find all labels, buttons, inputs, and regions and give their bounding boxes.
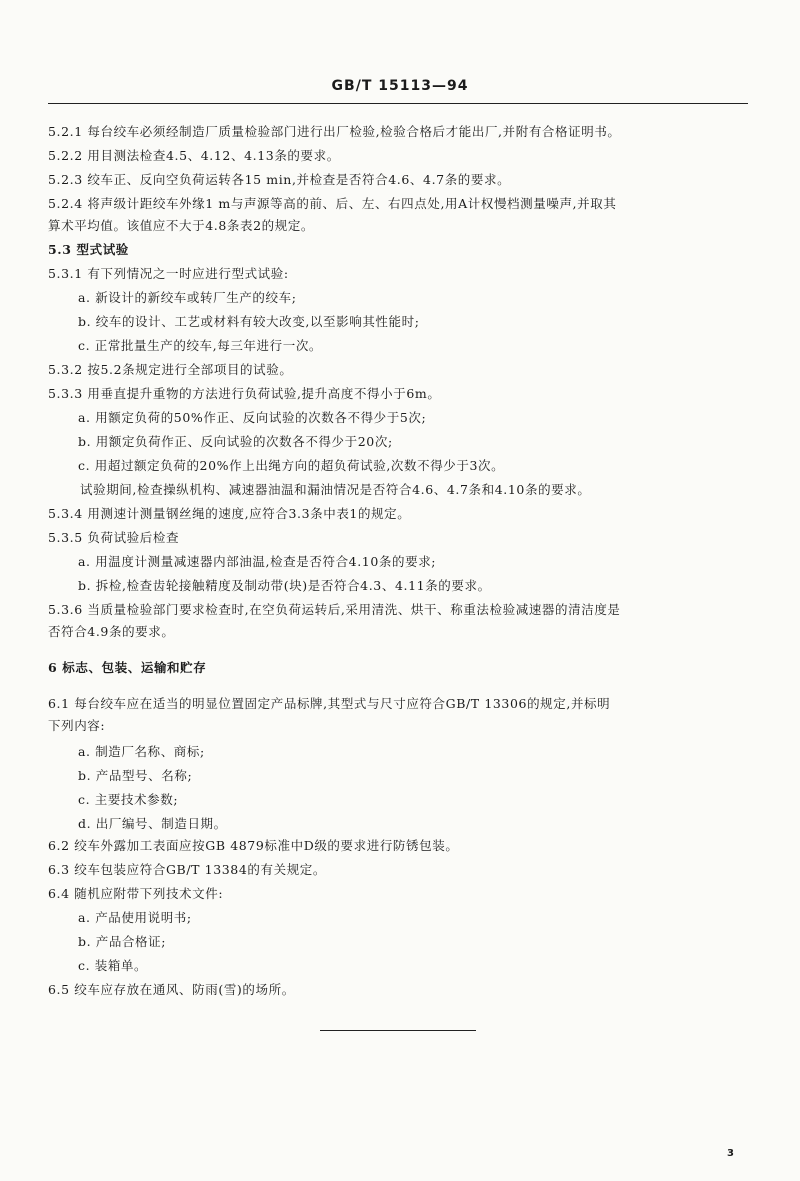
document-header: GB/T 15113—94 — [331, 78, 469, 94]
clause-5-2-4-cont: 算术平均值。该值应不大于4.8条表2的规定。 — [48, 218, 315, 233]
list-item: d. 出厂编号、制造日期。 — [78, 816, 227, 831]
clause-5-2-3: 5.2.3 绞车正、反向空负荷运转各15 min,并检查是否符合4.6、4.7条的要求。 — [48, 172, 511, 187]
clause-5-3-2: 5.3.2 按5.2条规定进行全部项目的试验。 — [48, 362, 293, 377]
clause-6-3: 6.3 绞车包装应符合GB/T 13384的有关规定。 — [48, 862, 327, 877]
clause-5-3-6: 5.3.6 当质量检验部门要求检查时,在空负荷运转后,采用清洗、烘干、称重法检验减速器的清洁度是 — [48, 602, 621, 617]
section-5-3-heading: 5.3 型式试验 — [48, 242, 129, 257]
list-item: a. 产品使用说明书; — [78, 910, 192, 925]
end-rule — [320, 1030, 476, 1031]
clause-5-3-3: 5.3.3 用垂直提升重物的方法进行负荷试验,提升高度不得小于6m。 — [48, 386, 441, 401]
clause-6-1-cont: 下列内容: — [48, 718, 106, 733]
clause-5-2-4: 5.2.4 将声级计距绞车外缘1 m与声源等高的前、后、左、右四点处,用A计权慢档测量噪声,并取其 — [48, 196, 617, 211]
header-rule — [48, 103, 748, 104]
clause-5-3-4: 5.3.4 用测速计测量钢丝绳的速度,应符合3.3条中表1的规定。 — [48, 506, 411, 521]
list-item: a. 新设计的新绞车或转厂生产的绞车; — [78, 290, 297, 305]
list-item: c. 装箱单。 — [78, 958, 148, 973]
clause-5-2-1: 5.2.1 每台绞车必须经制造厂质量检验部门进行出厂检验,检验合格后才能出厂,并附有合格证明书。 — [48, 124, 621, 139]
clause-5-3-5: 5.3.5 负荷试验后检查 — [48, 530, 180, 545]
clause-5-3-6-cont: 否符合4.9条的要求。 — [48, 624, 175, 639]
page-number: 3 — [727, 1148, 734, 1159]
clause-5-2-2: 5.2.2 用目测法检查4.5、4.12、4.13条的要求。 — [48, 148, 340, 163]
list-item: c. 正常批量生产的绞车,每三年进行一次。 — [78, 338, 323, 353]
list-item: c. 主要技术参数; — [78, 792, 179, 807]
list-item: b. 拆检,检查齿轮接触精度及制动带(块)是否符合4.3、4.11条的要求。 — [78, 578, 491, 593]
list-item: b. 绞车的设计、工艺或材料有较大改变,以至影响其性能时; — [78, 314, 420, 329]
list-item: a. 用额定负荷的50%作正、反向试验的次数各不得少于5次; — [78, 410, 427, 425]
list-item: b. 产品合格证; — [78, 934, 167, 949]
clause-5-3-1: 5.3.1 有下列情况之一时应进行型式试验: — [48, 266, 289, 281]
clause-6-1: 6.1 每台绞车应在适当的明显位置固定产品标牌,其型式与尺寸应符合GB/T 13306的规定,并标明 — [48, 696, 611, 711]
clause-6-4: 6.4 随机应附带下列技术文件: — [48, 886, 224, 901]
list-item: a. 用温度计测量减速器内部油温,检查是否符合4.10条的要求; — [78, 554, 437, 569]
clause-5-3-3-note: 试验期间,检查操纵机构、减速器油温和漏油情况是否符合4.6、4.7条和4.10条的要求。 — [80, 482, 591, 497]
list-item: b. 用额定负荷作正、反向试验的次数各不得少于20次; — [78, 434, 393, 449]
clause-6-2: 6.2 绞车外露加工表面应按GB 4879标准中D级的要求进行防锈包装。 — [48, 838, 459, 853]
section-6-heading: 6 标志、包装、运输和贮存 — [48, 660, 207, 675]
clause-6-5: 6.5 绞车应存放在通风、防雨(雪)的场所。 — [48, 982, 295, 997]
list-item: c. 用超过额定负荷的20%作上出绳方向的超负荷试验,次数不得少于3次。 — [78, 458, 505, 473]
list-item: b. 产品型号、名称; — [78, 768, 193, 783]
list-item: a. 制造厂名称、商标; — [78, 744, 205, 759]
